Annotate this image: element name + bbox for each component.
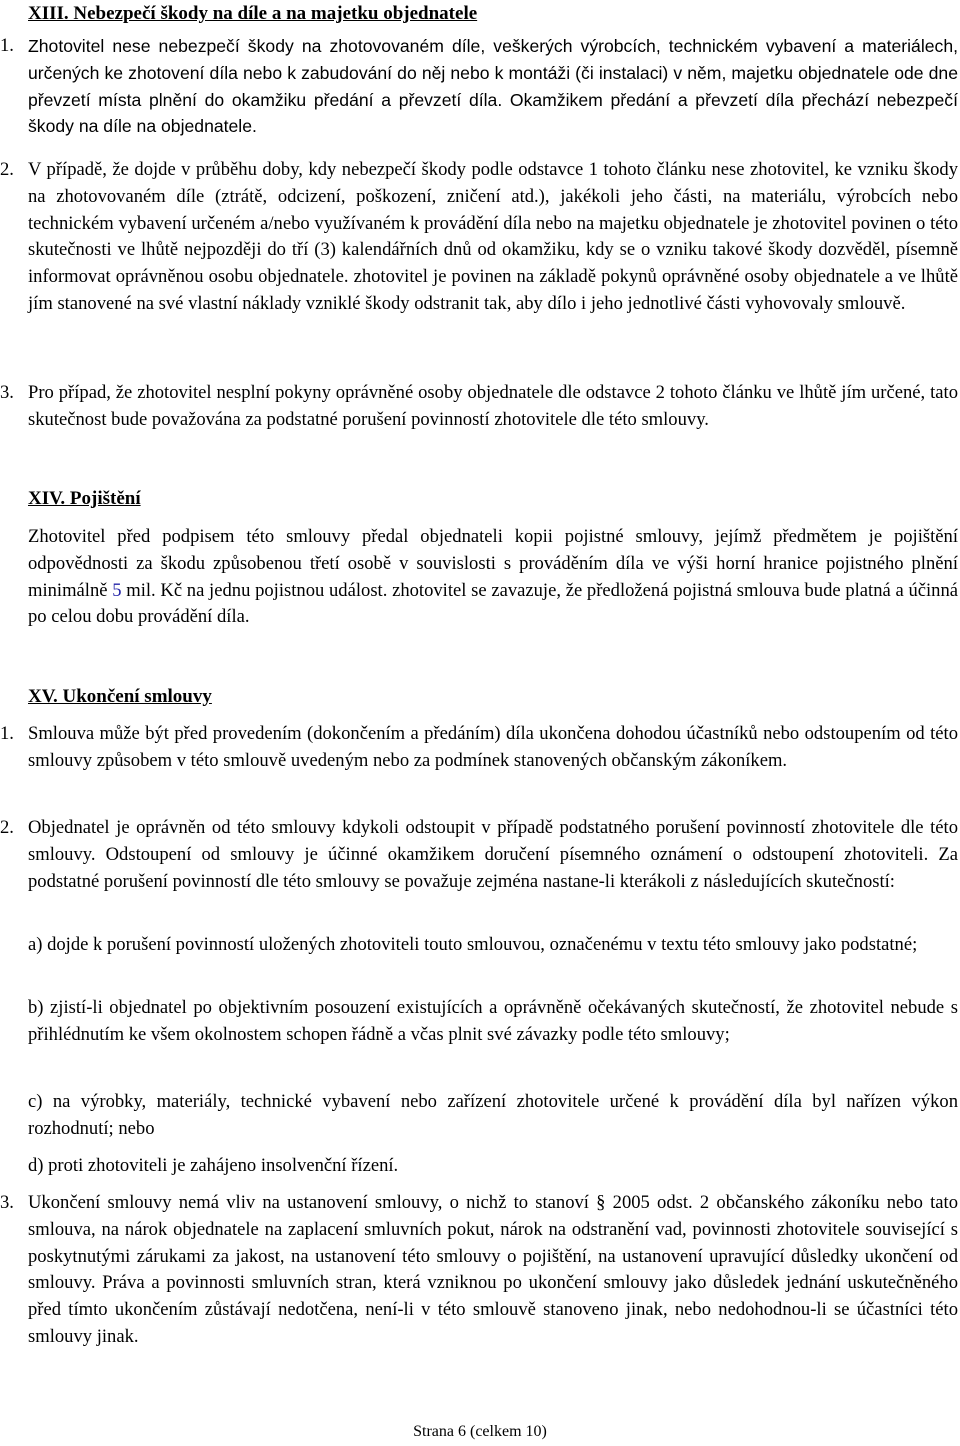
section-xv-heading: XV. Ukončení smlouvy bbox=[28, 686, 212, 707]
section-xiii-paragraph-3: Pro případ, že zhotovitel nesplní pokyny oprávněné osoby objednatele dle odstavce 2 tohoto článku ve lhůtě jím určené, tato skutečnost bude považována za podstatné porušení povinností zhotovitele dle této smlouvy. bbox=[28, 382, 958, 430]
condition-d: d) proti zhotoviteli je zahájeno insolvenční řízení. bbox=[28, 1155, 399, 1176]
section-xv-p1-number: 1. bbox=[0, 723, 14, 744]
section-xv-paragraph-3: Ukončení smlouvy nemá vliv na ustanovení smlouvy, o nichž to stanoví § 2005 odst. 2 občanského zákoníku nebo tato smlouva, na nárok objednatele na zaplacení smluvních pokut, nárok na odstranění vad, povinnosti zhotovitele související s poskytnutými zárukami za jakost, na ustanovení této smlouvy o pojištění, na ustanovení upravující důsledky ukončení od smlouvy. Práva a povinnosti smluvních stran, která vzniknou po ukončení smlouvy jako důsledek jednání uskutečněného před tímto ukončením zůstávají nedotčena, není-li v této smlouvě stanoveno jinak, nebo nedohodnou-li se účastníci této smlouvy jinak. bbox=[28, 1192, 958, 1347]
section-xv-p2-number: 2. bbox=[0, 817, 14, 838]
section-xiv-text-before: Zhotovitel před podpisem této smlouvy předal objednateli kopii pojistné smlouvy, jejímž předmětem je pojištění odpovědnosti za škodu způsobenou třetí osobě v souvislosti s prováděním díla ve výši horní hranice pojistného plnění minimálně bbox=[28, 526, 958, 601]
section-xiv-paragraph bbox=[28, 524, 958, 631]
condition-c: c) na výrobky, materiály, technické vybavení nebo zařízení zhotovitele určené k provádění díla byl nařízen výkon rozhodnutí; nebo bbox=[28, 1091, 958, 1139]
section-xiii-paragraph-1: Zhotovitel nese nebezpečí škody na zhotovovaném díle, veškerých výrobcích, technickém vybavení a materiálech, určených ke zhotovení díla nebo k zabudování do něj nebo k montáži (či instalaci) v něm, majetku objednatele ode dne převzetí místa plnění do okamžiku předání a převzetí díla. Okamžikem předání a převzetí díla přechází nebezpečí škody na díle na objednatele. bbox=[28, 36, 958, 137]
section-xiv-heading: XIV. Pojištění bbox=[28, 488, 141, 509]
page-number-footer: Strana 6 (celkem 10) bbox=[413, 1423, 547, 1440]
section-xiii-p3-number: 3. bbox=[0, 382, 14, 403]
insurance-amount: 5 bbox=[112, 579, 122, 601]
section-xv-paragraph-1: Smlouva může být před provedením (dokončením a předáním) díla ukončena dohodou účastníků nebo odstoupením od této smlouvy způsobem v této smlouvě uvedeným nebo za podmínek stanovených občanským zákoníkem. bbox=[28, 723, 958, 771]
section-xiv-text-after: mil. Kč na jednu pojistnou událost. zhotovitel se zavazuje, že předložená pojistná smlouva bude platná a účinná po celou dobu provádění díla. bbox=[28, 579, 959, 628]
section-xv-paragraph-2: Objednatel je oprávněn od této smlouvy kdykoli odstoupit v případě podstatného porušení povinností zhotovitele dle této smlouvy. Odstoupení od smlouvy je účinné okamžikem doručení písemného oznámení o odstoupení zhotoviteli. Za podstatné porušení povinností dle této smlouvy se považuje zejména nastane-li kterákoli z následujících skutečností: bbox=[28, 817, 958, 892]
section-xiii-p1-number: 1. bbox=[0, 35, 14, 56]
condition-b: b) zjistí-li objednatel po objektivním posouzení existujících a oprávněně očekávaných skutečností, že zhotovitel nebude s přihlédnutím ke všem okolnostem schopen řádně a včas plnit své závazky podle této smlouvy; bbox=[28, 997, 958, 1045]
section-xiii-p2-number: 2. bbox=[0, 159, 14, 180]
condition-a: a) dojde k porušení povinností uložených zhotoviteli touto smlouvou, označenému v textu této smlouvy jako podstatné; bbox=[28, 934, 918, 955]
section-xv-p3-number: 3. bbox=[0, 1192, 14, 1213]
section-xiii-heading: XIII. Nebezpečí škody na díle a na majetku objednatele bbox=[28, 3, 478, 24]
section-xiii-paragraph-2: V případě, že dojde v průběhu doby, kdy nebezpečí škody podle odstavce 1 tohoto článku nese zhotovitel, ke vzniku škody na zhotovovaném díle (ztrátě, odcizení, poškození, zničení atd.), jakékoli jeho části, na materiálu, výrobcích nebo technickém vybavení určeném a/nebo využívaném k provádění díla nebo na majetku objednatele je zhotovitel povinen o této skutečnosti ve lhůtě nejpozději do tří (3) kalendářních dnů od okamžiku, kdy se o vzniku takové škody dozvěděl, písemně informovat oprávněnou osobu objednatele. zhotovitel je povinen na základě pokynů oprávněné osoby objednatele a ve lhůtě jím stanovené na své vlastní náklady vzniklé škody odstranit tak, aby dílo i jeho jednotlivé části vyhovovaly smlouvě. bbox=[28, 159, 958, 314]
